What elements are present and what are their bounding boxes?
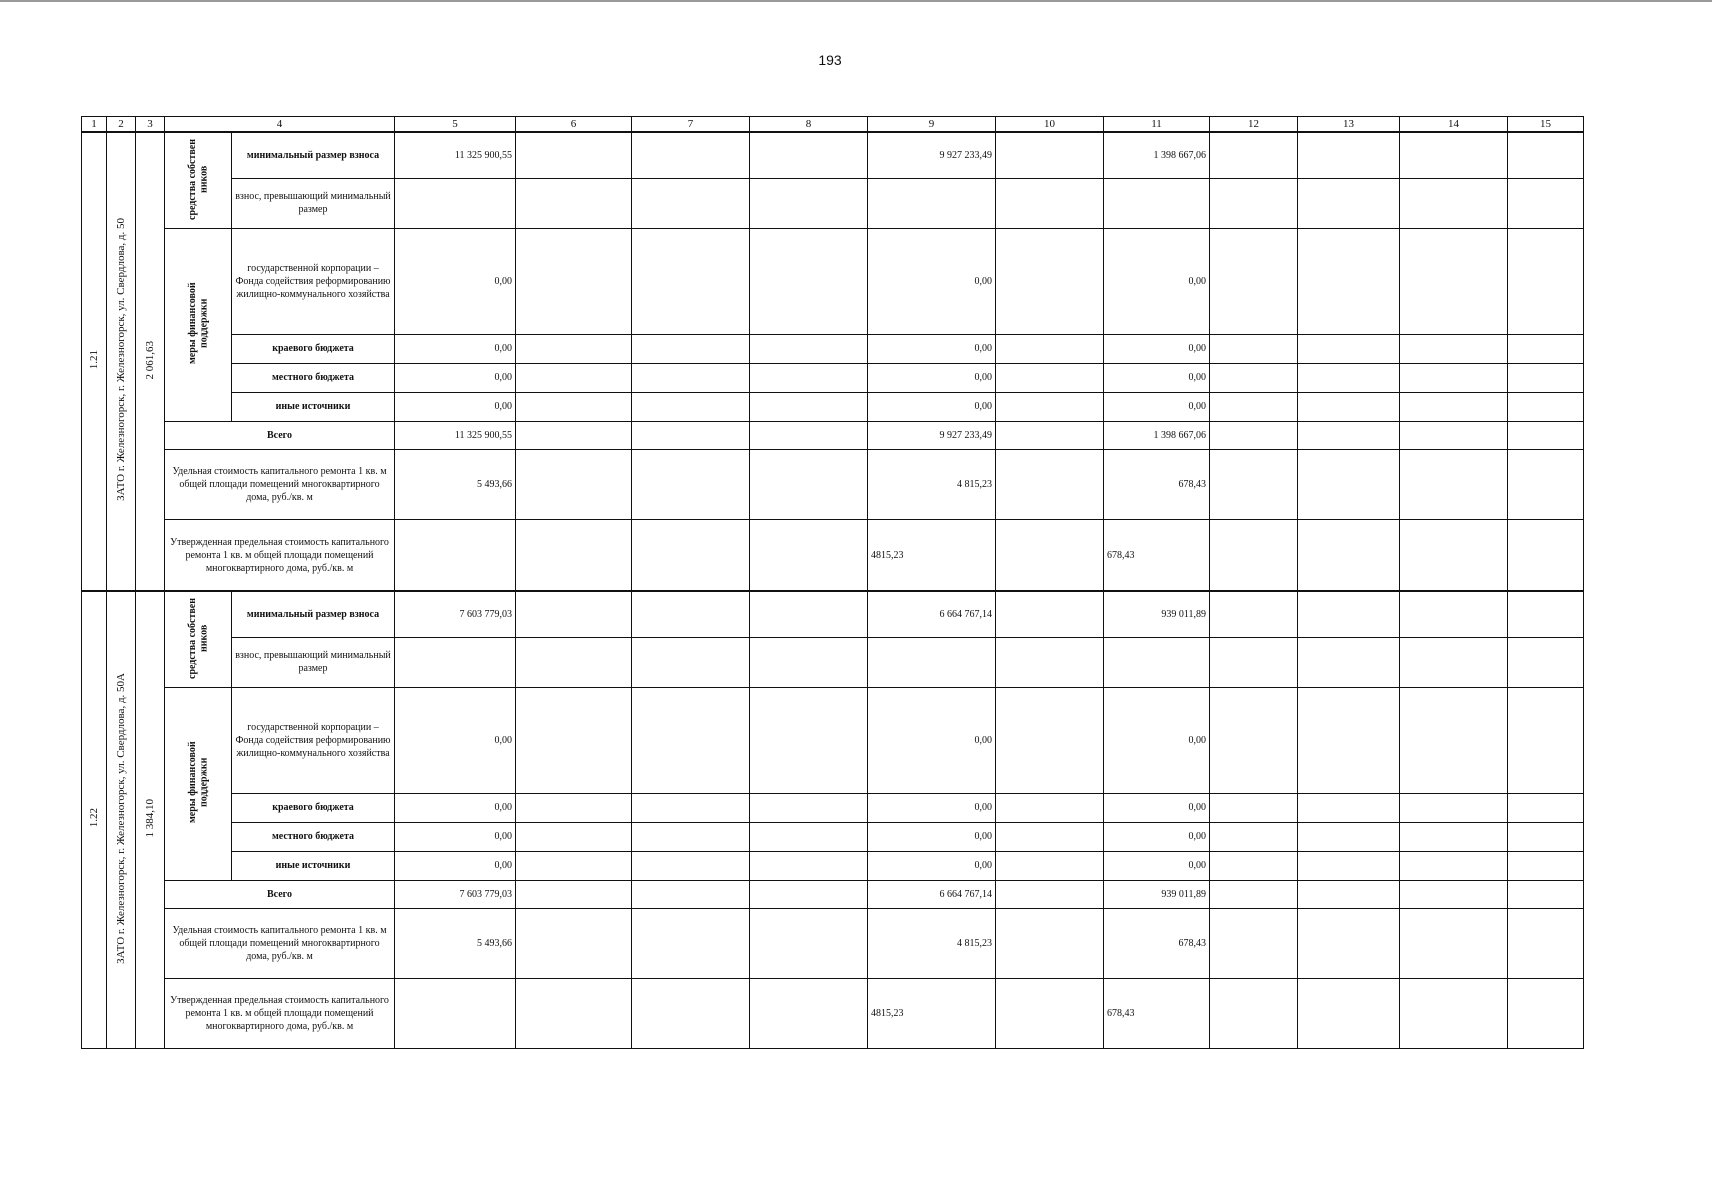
row-label: Всего [165,880,395,908]
table-row [82,637,1584,687]
col-header: 2 [107,117,136,133]
row-label: местного бюджета [232,822,395,851]
cell-col9: 9 927 233,49 [868,421,996,449]
row-label: государственной корпорации – Фонда содействия реформированию жилищно-коммунального хозяйства [232,687,395,793]
col-header: 9 [868,117,996,133]
table-row [82,978,1584,1048]
column-number-row [82,117,1584,133]
row-label: иные источники [232,392,395,421]
table-row [82,793,1584,822]
col-header: 13 [1298,117,1400,133]
row-number-cell: 1.22 [82,591,107,1048]
owners-funds-label: средства собствен ников [165,132,232,228]
table-row [82,519,1584,591]
cell-col5: 0,00 [395,822,516,851]
cell-col9: 6 664 767,14 [868,880,996,908]
cell-col5: 0,00 [395,363,516,392]
cell-col9: 0,00 [868,363,996,392]
cell-col5: 0,00 [395,228,516,334]
cell-col11: 0,00 [1104,334,1210,363]
cell-col9: 0,00 [868,793,996,822]
cell-col5: 11 325 900,55 [395,421,516,449]
cell-col11: 678,43 [1104,978,1210,1048]
cell-col5: 0,00 [395,851,516,880]
cell-col11: 0,00 [1104,793,1210,822]
table-row [82,228,1584,334]
cell-col11: 0,00 [1104,851,1210,880]
cell-col11: 0,00 [1104,363,1210,392]
top-rule [0,0,1712,2]
cell-col11: 939 011,89 [1104,880,1210,908]
row-label: взнос, превышающий минимальный размер [232,178,395,228]
owners-funds-label: средства собствен ников [165,591,232,687]
table-row [82,851,1584,880]
cell-col9: 0,00 [868,822,996,851]
col-header: 8 [750,117,868,133]
table-row [82,334,1584,363]
row-label: Утвержденная предельная стоимость капитального ремонта 1 кв. м общей площади помещений многоквартирного дома, руб./кв. м [165,978,395,1048]
cell-col5: 5 493,66 [395,449,516,519]
cell-col5: 0,00 [395,793,516,822]
address-cell: ЗАТО г. Железногорск, г. Железногорск, ул. Свердлова, д. 50А [107,591,136,1048]
table-row [82,363,1584,392]
area-cell: 2 061,63 [136,132,165,591]
cell-col5: 0,00 [395,687,516,793]
cell-col5: 0,00 [395,392,516,421]
table-row [82,449,1584,519]
cell-col11: 0,00 [1104,687,1210,793]
address-cell: ЗАТО г. Железногорск, г. Железногорск, ул. Свердлова, д. 50 [107,132,136,591]
table-row [82,908,1584,978]
table-row [82,178,1584,228]
row-label: иные источники [232,851,395,880]
cell-col9: 9 927 233,49 [868,132,996,178]
cell-col5: 7 603 779,03 [395,880,516,908]
page-number: 193 [818,52,842,68]
col-header: 15 [1508,117,1584,133]
cell-col9: 0,00 [868,334,996,363]
cell-col11: 678,43 [1104,449,1210,519]
cell-col5: 7 603 779,03 [395,591,516,637]
cell-col5: 0,00 [395,334,516,363]
cell-col9: 6 664 767,14 [868,591,996,637]
cell-col5: 5 493,66 [395,908,516,978]
table-row [82,687,1584,793]
row-label: краевого бюджета [232,334,395,363]
cell-col9: 0,00 [868,392,996,421]
col-header: 3 [136,117,165,133]
row-label: Утвержденная предельная стоимость капитального ремонта 1 кв. м общей площади помещений многоквартирного дома, руб./кв. м [165,519,395,591]
col-header: 5 [395,117,516,133]
cell-col11: 0,00 [1104,822,1210,851]
row-number-cell: 1.21 [82,132,107,591]
row-label: минимальный размер взноса [232,591,395,637]
cell-col9: 4 815,23 [868,449,996,519]
cell-col9: 4815,23 [868,978,996,1048]
cell-col9: 0,00 [868,851,996,880]
col-header: 14 [1400,117,1508,133]
table-row [82,392,1584,421]
row-label: краевого бюджета [232,793,395,822]
row-label: государственной корпорации – Фонда содействия реформированию жилищно-коммунального хозяйства [232,228,395,334]
cell-col11: 1 398 667,06 [1104,132,1210,178]
col-header: 7 [632,117,750,133]
col-header: 6 [516,117,632,133]
cell-col11: 678,43 [1104,908,1210,978]
row-label: Удельная стоимость капитального ремонта 1 кв. м общей площади помещений многоквартирного дома, руб./кв. м [165,908,395,978]
table-row [82,880,1584,908]
cell-col11: 0,00 [1104,392,1210,421]
col-header: 4 [165,117,395,133]
capital-repair-table [81,116,1584,1049]
col-header: 11 [1104,117,1210,133]
table-row [82,591,1584,637]
row-label: Удельная стоимость капитального ремонта 1 кв. м общей площади помещений многоквартирного дома, руб./кв. м [165,449,395,519]
row-label: взнос, превышающий минимальный размер [232,637,395,687]
cell-col11: 939 011,89 [1104,591,1210,637]
cell-col11: 1 398 667,06 [1104,421,1210,449]
table-row [82,132,1584,178]
cell-col9: 0,00 [868,228,996,334]
cell-col9: 4815,23 [868,519,996,591]
table-row [82,421,1584,449]
cell-col11: 678,43 [1104,519,1210,591]
cell-col5: 11 325 900,55 [395,132,516,178]
table-row [82,822,1584,851]
financial-support-label: меры финансовой поддержки [165,687,232,880]
cell-col11: 0,00 [1104,228,1210,334]
col-header: 10 [996,117,1104,133]
row-label: минимальный размер взноса [232,132,395,178]
area-cell: 1 384,10 [136,591,165,1048]
financial-support-label: меры финансовой поддержки [165,228,232,421]
col-header: 12 [1210,117,1298,133]
cell-col9: 4 815,23 [868,908,996,978]
col-header: 1 [82,117,107,133]
row-label: Всего [165,421,395,449]
row-label: местного бюджета [232,363,395,392]
cell-col9: 0,00 [868,687,996,793]
